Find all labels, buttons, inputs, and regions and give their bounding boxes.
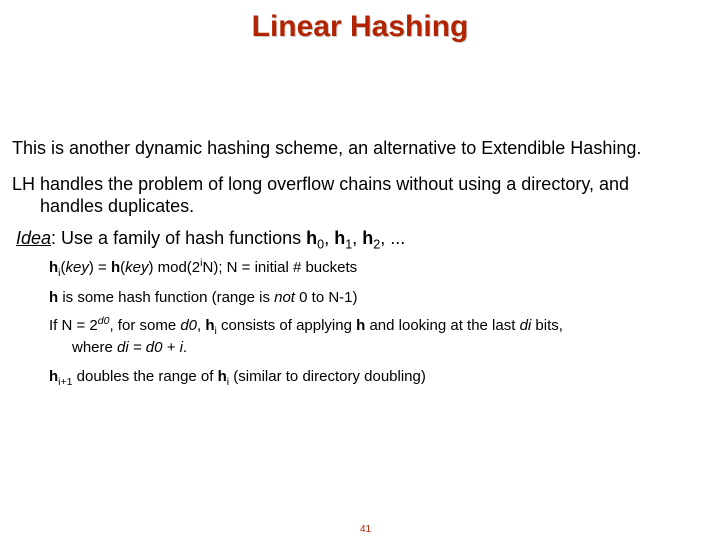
idea-h0: h <box>306 228 318 248</box>
b1-key2: key <box>125 259 149 276</box>
idea-tail: , ... <box>380 228 406 248</box>
idea-sub0: 0 <box>317 237 325 252</box>
b1-key: key <box>65 259 89 276</box>
b3-line2-b: di = d0 + i <box>117 339 183 356</box>
b3-d0: d0 <box>180 317 198 334</box>
b1-open: ( <box>60 259 66 276</box>
b3-sup: d0 <box>97 315 110 327</box>
idea-text: : Use a family of hash functions <box>51 228 307 248</box>
idea-sub2: 2 <box>373 237 381 252</box>
b1-h2: h <box>110 259 121 276</box>
b1-mid2: ) mod(2 <box>148 259 201 276</box>
b3-part5: and looking at the last <box>365 317 520 334</box>
b3-part2: , for some <box>109 317 181 334</box>
paragraph-lh-line1: LH handles the problem of long overflow chains without using a directory, and <box>12 174 630 194</box>
b3-part4: consists of applying <box>216 317 357 334</box>
b1-sup: i <box>200 257 203 269</box>
b4-tail: (similar to directory doubling) <box>229 368 426 385</box>
b4-text: doubles the range of <box>72 368 218 385</box>
bullet-d0-line1 <box>49 315 563 337</box>
b3-h2: h <box>356 317 366 334</box>
b3-part3: , <box>197 317 206 334</box>
idea-label: Idea <box>16 228 52 248</box>
b2-not: not <box>274 289 295 306</box>
b3-di: di <box>519 317 532 334</box>
b1-sub-i: i <box>58 267 61 279</box>
slide-number: 41 <box>360 524 372 535</box>
idea-line <box>16 228 406 252</box>
b1-h: h <box>49 259 59 276</box>
bullet-d0-line2 <box>72 339 187 356</box>
b2-text: is some hash function (range is <box>58 289 275 306</box>
idea-h1: h <box>334 228 346 248</box>
b3-line2-a: where <box>72 339 118 356</box>
b3-line2-c: . <box>182 339 188 356</box>
idea-sep1: , <box>324 228 335 248</box>
b2-tail: 0 to N-1) <box>294 289 358 306</box>
idea-sub1: 1 <box>345 237 353 252</box>
b2-h: h <box>49 289 59 306</box>
b1-mid: ) = <box>88 259 111 276</box>
paragraph-lh-line2: handles duplicates. <box>40 196 195 216</box>
b4-sub2: i <box>226 376 230 388</box>
b4-sub1: i+1 <box>58 376 73 388</box>
b4-h2: h <box>217 368 227 385</box>
b3-h: h <box>205 317 215 334</box>
b1-tail: N); N = initial # buckets <box>202 259 358 276</box>
idea-h2: h <box>362 228 374 248</box>
slide-title: Linear Hashing <box>251 10 469 43</box>
b3-part1: If N = 2 <box>49 317 98 334</box>
b4-h: h <box>49 368 59 385</box>
idea-sep2: , <box>352 228 363 248</box>
paragraph-intro: This is another dynamic hashing scheme, an alternative to Extendible Hashing. <box>12 138 642 158</box>
b3-part6: bits, <box>531 317 563 334</box>
b3-sub-i: i <box>214 325 217 337</box>
bullet-hash-definition <box>49 257 358 279</box>
b1-open2: ( <box>120 259 126 276</box>
bullet-range-doubling <box>49 368 426 388</box>
bullet-hash-range <box>49 289 358 306</box>
